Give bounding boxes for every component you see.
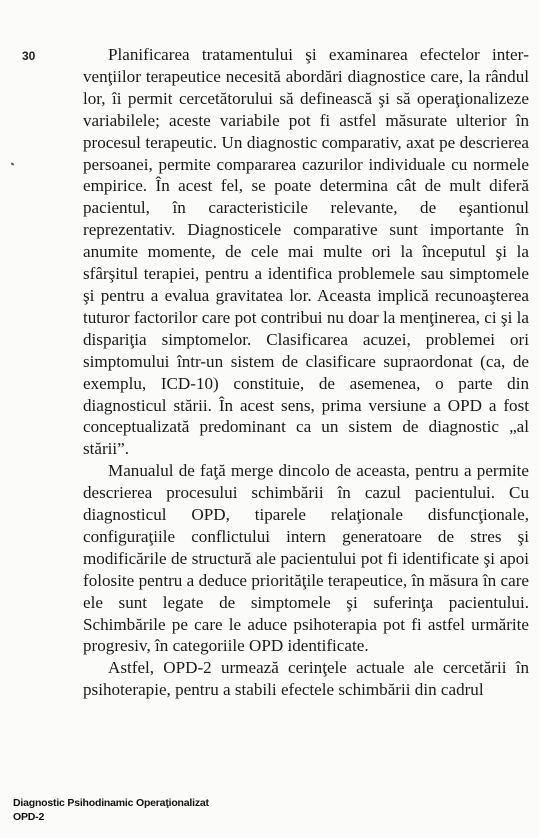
running-footer — [13, 796, 209, 824]
body-text — [83, 44, 529, 701]
footer-edition: OPD-2 — [13, 811, 45, 823]
scan-speck — [11, 162, 15, 165]
paragraph-2: Manualul de faţă merge dincolo de aceasta, pentru a permite descrierea procesului schimbării în cazul pacientului. Cu diagnosticul OPD, tiparele relaţionale disfuncţionale, configuraţiile conflictului intern generatoare de stres şi modificările de structură ale pacientului pot fi identificate şi apoi folosite pentru a deduce priorităţile terapeutice, în măsura în care ele sunt legate de simptomele şi suferinţa pacientului. Schimbările pe care le aduce psihoterapia pot fi astfel urmărite progresiv, în categoriile OPD identificate. — [83, 461, 529, 656]
footer-book-title: Diagnostic Psihodinamic Operaţionalizat — [13, 797, 209, 809]
page-number: 30 — [22, 49, 36, 63]
paragraph-1: Planificarea tratamentului şi examinarea efectelor intervenţiilor terapeutice necesită abordări diagnostice care, la rândul lor, îi permit cercetătorului să definească şi să operaţionalizeze variabilele; aceste variabile pot fi astfel măsurate ulterior în procesul terapeutic. Un diagnostic comparativ, axat pe descrierea persoanei, permite compararea cazurilor individuale cu normele empirice. În acest fel, se poate determina cât de mult diferă pacientul, în caracteristicile relevante, de eşantionul reprezentativ. Diagnosticele comparative sunt importante în anumite momente, de cele mai multe ori la începutul şi la sfârşitul terapiei, pentru a identifica problemele sau simptomele şi pentru a evalua gravitatea lor. Aceasta implică recunoaşterea tuturor factorilor care pot contribui nu doar la menţinerea, ci şi la dispariţia simptomelor. Clasificarea acuzei, problemei ori simptomului într-un sistem de clasificare supraordonat (ca, de exemplu, ICD-10) constituie, de asemenea, o parte din diagnosticul stării. În acest sens, prima versiune a OPD a fost conceptualizată predominant ca un sistem de diagnostic „al stării”. — [83, 45, 529, 459]
paragraph-3: Astfel, OPD-2 urmează cerinţele actuale ale cercetării în psihoterapie, pentru a stabili efectele schimbării din cadrul — [83, 658, 529, 700]
